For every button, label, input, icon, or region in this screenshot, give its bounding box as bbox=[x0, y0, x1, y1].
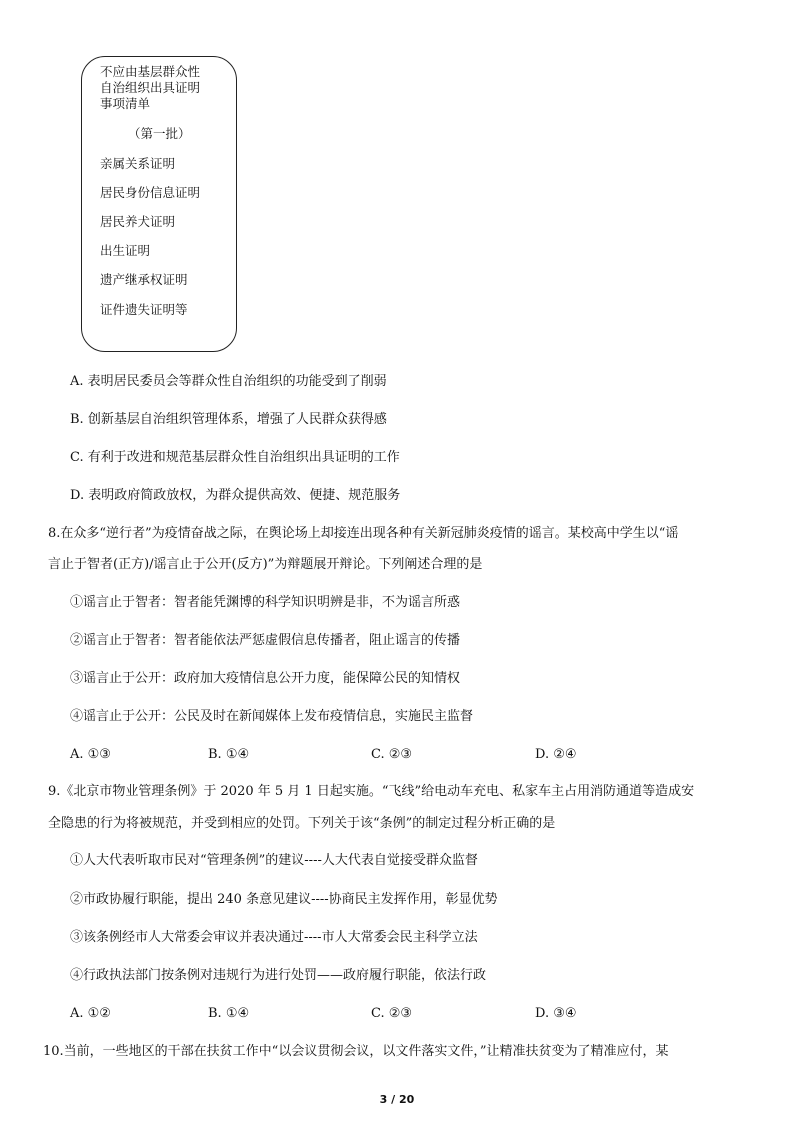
q8-choice-b: B. ①④ bbox=[208, 747, 250, 762]
q8-stem-line-2: 言止于智者(正方)/谣言止于公开(反方)”为辩题展开辩论。下列阐述合理的是 bbox=[48, 557, 483, 572]
q7-option-a: A. 表明居民委员会等群众性自治组织的功能受到了削弱 bbox=[70, 374, 387, 389]
q8-statement-4: ④谣言止于公开：公民及时在新闻媒体上发布疫情信息，实施民主监督 bbox=[70, 709, 474, 724]
box-item: 出生证明 bbox=[100, 243, 151, 258]
q8-statement-2: ②谣言止于智者：智者能依法严惩虚假信息传播者，阻止谣言的传播 bbox=[70, 633, 461, 648]
q9-statement-3: ③该条例经市人大常委会审议并表决通过----市人大常委会民主科学立法 bbox=[70, 930, 478, 945]
box-item: 居民身份信息证明 bbox=[100, 185, 201, 200]
q7-option-b: B. 创新基层自治组织管理体系，增强了人民群众获得感 bbox=[70, 412, 387, 427]
q9-choice-a: A. ①② bbox=[70, 1006, 111, 1021]
q8-choice-c: C. ②③ bbox=[371, 747, 413, 762]
q9-choice-d: D. ③④ bbox=[535, 1006, 577, 1021]
box-batch: （第一批） bbox=[128, 126, 191, 141]
q9-statement-4: ④行政执法部门按条例对违规行为进行处罚——政府履行职能，依法行政 bbox=[70, 968, 487, 983]
q9-choice-c: C. ②③ bbox=[371, 1006, 413, 1021]
q8-statement-3: ③谣言止于公开：政府加大疫情信息公开力度，能保障公民的知情权 bbox=[70, 671, 461, 686]
box-item: 遗产继承权证明 bbox=[100, 272, 188, 287]
box-title-line-2: 自治组织出具证明 bbox=[100, 80, 201, 95]
q9-stem-line-2: 全隐患的行为将被规范，并受到相应的处罚。下列关于该“条例”的制定过程分析正确的是 bbox=[48, 816, 556, 831]
q9-stem-line-1: 9.《北京市物业管理条例》于 2020 年 5 月 1 日起实施。“飞线”给电动车充电、私家车主占用消防通道等造成安 bbox=[48, 784, 695, 799]
q8-choice-d: D. ②④ bbox=[535, 747, 577, 762]
q9-choice-b: B. ①④ bbox=[208, 1006, 250, 1021]
q10-stem-line-1: 10.当前，一些地区的干部在扶贫工作中“以会议贯彻会议，以文件落实文件，”让精准扶贫变为了精准应付，某 bbox=[43, 1044, 669, 1059]
box-title-line-3: 事项清单 bbox=[100, 96, 151, 111]
page-number: 3 / 20 bbox=[379, 1093, 415, 1106]
box-item: 证件遗失证明等 bbox=[100, 302, 188, 317]
box-item: 亲属关系证明 bbox=[100, 156, 176, 171]
q8-statement-1: ①谣言止于智者：智者能凭渊博的科学知识明辨是非，不为谣言所惑 bbox=[70, 595, 461, 610]
q7-option-d: D. 表明政府简政放权，为群众提供高效、便捷、规范服务 bbox=[70, 488, 401, 503]
q9-statement-1: ①人大代表听取市民对“管理条例”的建议----人大代表自觉接受群众监督 bbox=[70, 853, 478, 868]
q8-choice-a: A. ①③ bbox=[70, 747, 111, 762]
q9-statement-2: ②市政协履行职能，提出 240 条意见建议----协商民主发挥作用，彰显优势 bbox=[70, 892, 498, 907]
q7-option-c: C. 有利于改进和规范基层群众性自治组织出具证明的工作 bbox=[70, 450, 400, 465]
q8-stem-line-1: 8.在众多“逆行者”为疫情奋战之际，在舆论场上却接连出现各种有关新冠肺炎疫情的谣言。某校高中学生以“谣 bbox=[48, 526, 679, 541]
box-item: 居民养犬证明 bbox=[100, 214, 176, 229]
box-title-line-1: 不应由基层群众性 bbox=[100, 64, 201, 79]
